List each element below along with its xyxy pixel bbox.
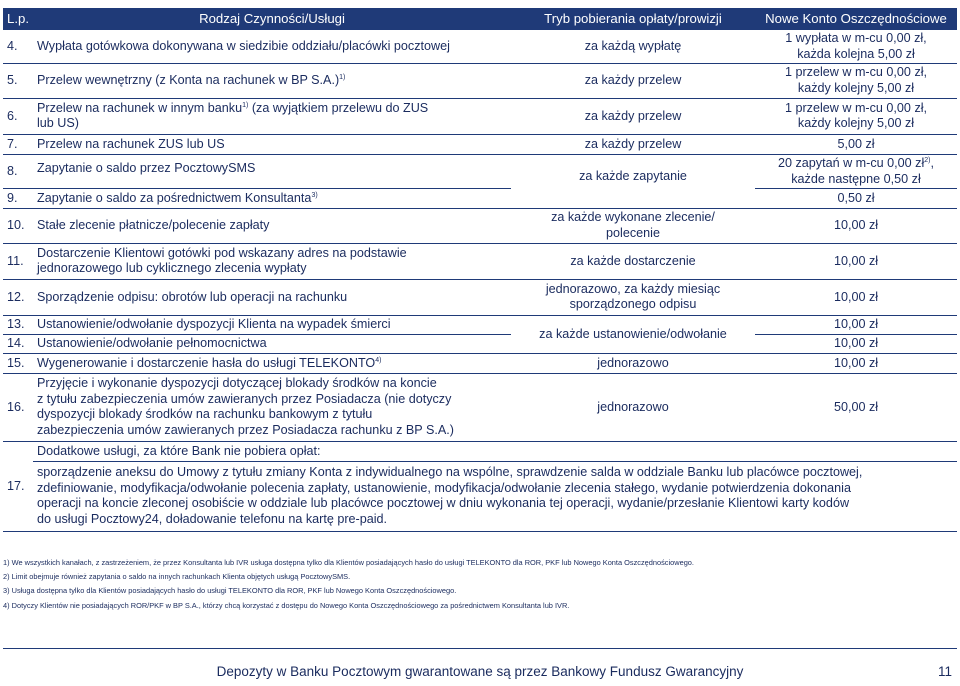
row-tryb: za każdy przelew [511,64,755,98]
row-desc [33,243,511,279]
header-rodzaj: Rodzaj Czynności/Usługi [33,8,511,30]
row-tryb: za każdy przelew [511,134,755,154]
row-lp: 16. [3,373,33,441]
desc-text: zabezpieczenia umów zawieranych przez Posiadacza rachunku z BP S.A.) [37,423,454,438]
free-services-line: operacji na koncie zleconej osobiście w oddziale lub placówce pocztowej w dniu wykonania tej operacji, wydanie/przesłanie Klientowi karty kodów [37,496,850,511]
row-tryb: za każdą wypłatę [511,30,755,64]
row-lp: 11. [3,243,33,279]
table-row [3,441,957,461]
footnote-ref: 2) [924,156,931,164]
row-lp: 10. [3,209,33,243]
nowe-line: 1 przelew w m-cu 0,00 zł, [784,65,928,80]
row-lp: 14. [3,334,33,353]
row-nowe: 10,00 zł [755,279,957,315]
row-desc [33,353,511,373]
row-lp: 13. [3,315,33,334]
table-row [3,189,957,209]
footnote: 2) Limit obejmuje również zapytania o saldo na innych rachunkach Klienta objętych usługą PocztowySMS. [3,572,351,582]
row-desc: Ustanowienie/odwołanie dyspozycji Klienta na wypadek śmierci [33,315,511,334]
desc-text: Wygenerowanie i dostarczenie hasła do usługi TELEKONTO [37,355,376,370]
table-row [3,30,957,64]
row-nowe [755,30,957,64]
footnote: 4) Dotyczy Klientów nie posiadających ROR/PKF w BP S.A., którzy chcą korzystać z dostępu do Nowego Konta Oszczędnościowego za pośrednictwem Konsultanta lub IVR. [3,600,570,610]
footnote-ref: 3) [311,191,318,199]
row-tryb: jednorazowo [511,373,755,441]
table-row [3,209,957,243]
row-lp: 7. [3,134,33,154]
row-nowe: 10,00 zł [755,243,957,279]
nowe-line: 1 wypłata w m-cu 0,00 zł, [785,31,927,45]
page-number: 11 [937,664,952,679]
row-nowe: 10,00 zł [755,315,957,334]
nowe-line: 20 zapytań w m-cu 0,00 zł [777,155,925,170]
fee-table [3,8,957,532]
row-tryb [511,279,755,315]
row-lp: 4. [3,30,33,64]
desc-text: Zapytanie o saldo za pośrednictwem Konsultanta [37,191,312,206]
row-nowe: 0,50 zł [755,189,957,209]
free-services-line: sporządzenie aneksu do Umowy z tytułu zmiany Konta z indywidualnego na wspólne, sprawdzenie salda w oddziale Banku lub placówce pocztowej, [37,464,863,479]
table-row [3,98,957,134]
row-desc: Wypłata gotówkowa dokonywana w siedzibie oddziału/placówki pocztowej [33,30,511,64]
nowe-line: 1 przelew w m-cu 0,00 zł, [784,100,928,115]
nowe-line: każdy kolejny 5,00 zł [797,116,915,131]
desc-text: z tytułu zabezpieczenia umów zawieranych przez Posiadacza (nie dotyczy [37,391,452,406]
free-services-list [33,461,957,531]
row-desc: Zapytanie o saldo przez PocztowySMS [33,154,511,188]
row-lp: 6. [3,98,33,134]
footnotes [3,556,957,613]
tryb-line: sporządzonego odpisu [569,297,697,312]
desc-text: dyspozycji blokady środków na rachunku bankowym z tytułu [37,407,373,422]
table-row [3,279,957,315]
row-nowe [755,64,957,98]
row-lp: 12. [3,279,33,315]
table-row [3,353,957,373]
row-desc [33,98,511,134]
table-row [3,134,957,154]
desc-text: Przelew na rachunek w innym banku [37,100,243,115]
row-desc [33,189,511,209]
footnote-ref: 4) [375,356,382,364]
tryb-line: jednorazowo, za każdy miesiąc [545,281,721,296]
row-desc: Sporządzenie odpisu: obrotów lub operacji na rachunku [33,279,511,315]
header-tryb: Tryb pobierania opłaty/prowizji [511,8,755,30]
footnote-ref: 1) [242,101,249,109]
free-services-line: zdefiniowanie, modyfikacja/odwołanie polecenia zapłaty, ustanowienie, modyfikacja/odwołanie zlecenia stałego, wydanie potwierdzenia dokonania [37,480,851,495]
row-desc: Stałe zlecenie płatnicze/polecenie zapłaty [33,209,511,243]
row-nowe [755,98,957,134]
nowe-line: każda kolejna 5,00 zł [797,46,915,61]
row-lp: 5. [3,64,33,98]
row-lp: 9. [3,189,33,209]
footnote: 3) Usługa dostępna tylko dla Klientów posiadających hasło do usługi TELEKONTO dla ROR, PKF lub Nowego Konta Oszczędnościowego. [3,586,457,596]
row-nowe: 10,00 zł [755,209,957,243]
free-services-line: do usługi Pocztowy24, doładowanie telefonu na kartę pre-paid. [37,512,388,527]
row-tryb [511,209,755,243]
row-nowe: 50,00 zł [755,373,957,441]
table-row [3,334,957,353]
header-lp: L.p. [3,8,33,30]
table-row [3,461,957,531]
row-tryb: za każde ustanowienie/odwołanie [511,315,755,353]
nowe-line: każde następne 0,50 zł [791,171,921,186]
free-services-heading: Dodatkowe usługi, za które Bank nie pobiera opłat: [33,441,957,461]
desc-text: Przyjęcie i wykonanie dyspozycji dotyczącej blokady środków na koncie [37,375,437,390]
row-lp: 17. [3,441,33,531]
desc-text: Dostarczenie Klientowi gotówki pod wskazany adres na podstawie [37,245,407,260]
footnote: 1) We wszystkich kanałach, z zastrzeżeniem, że przez Konsultanta lub IVR usługa dostępna tylko dla Klientów posiadających hasło do usługi TELEKONTO dla ROR, PKF lub Nowego Konta Oszczędnościowego. [3,558,694,567]
header-nowe: Nowe Konto Oszczędnościowe [755,8,957,30]
row-desc: Ustanowienie/odwołanie pełnomocnictwa [33,334,511,353]
row-tryb: jednorazowo [511,353,755,373]
table-row [3,64,957,98]
footer-divider [3,648,957,649]
tryb-line: polecenie [606,226,660,241]
table-row [3,315,957,334]
row-desc: Przelew na rachunek ZUS lub US [33,134,511,154]
row-tryb: za każde dostarczenie [511,243,755,279]
footnote-ref: 1) [339,74,346,82]
row-lp: 15. [3,353,33,373]
row-tryb: za każdy przelew [511,98,755,134]
row-nowe: 10,00 zł [755,334,957,353]
desc-text: Przelew wewnętrzny (z Konta na rachunek w BP S.A.) [37,73,340,88]
row-desc [33,64,511,98]
row-nowe: 10,00 zł [755,353,957,373]
tryb-line: za każde wykonane zlecenie/ [551,210,715,225]
row-lp: 8. [3,154,33,188]
row-tryb: za każde zapytanie [511,154,755,208]
row-nowe [755,154,957,188]
desc-text: jednorazowego lub cyklicznego zlecenia wypłaty [37,261,307,276]
row-nowe: 5,00 zł [755,134,957,154]
table-header-row [3,8,957,30]
desc-text: (za wyjątkiem przelewu do ZUS [248,100,429,115]
desc-text: lub US) [37,116,79,131]
row-desc [33,373,511,441]
table-row [3,243,957,279]
table-row [3,373,957,441]
footer-text: Depozyty w Banku Pocztowym gwarantowane są przez Bankowy Fundusz Gwarancyjny [216,664,744,679]
nowe-line: każdy kolejny 5,00 zł [797,81,915,96]
table-row [3,154,957,188]
nowe-line: , [930,155,935,170]
